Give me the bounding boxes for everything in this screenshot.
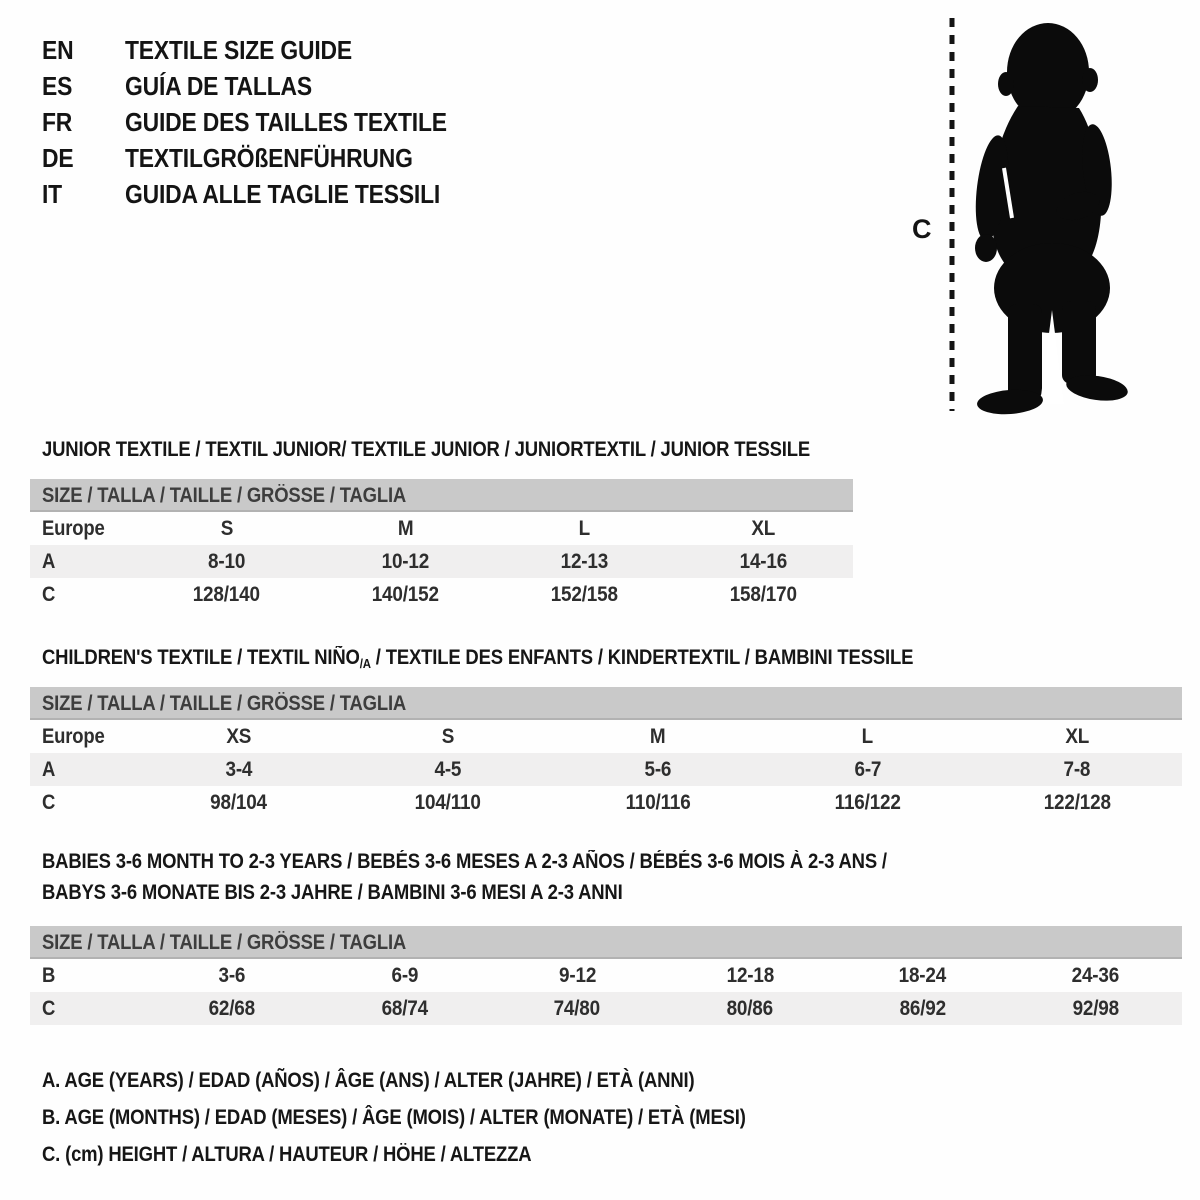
babies-section-heading: BABIES 3-6 MONTH TO 2-3 YEARS / BEBÉS 3-6 MESES A 2-3 AÑOS / BÉBÉS 3-6 MOIS À 2-3 ANS / BABYS 3-6 MONATE BIS 2-3 JAHRE / BAMBINI 3-6 MESI A 2-3 ANNI xyxy=(42,850,887,904)
legend xyxy=(42,1062,842,1173)
toddler-silhouette xyxy=(971,23,1116,400)
height-marker-label: C xyxy=(912,214,932,244)
title-de: TEXTILGRÖßENFÜHRUNG xyxy=(125,143,413,173)
title-row-en xyxy=(42,32,491,68)
title-row-fr xyxy=(42,104,491,140)
legend-line-c: C. (cm) HEIGHT / ALTURA / HAUTEUR / HÖHE / ALTEZZA xyxy=(42,1143,532,1166)
lang-code-es: ES xyxy=(42,71,73,101)
height-figure xyxy=(900,8,1170,433)
children-size-table xyxy=(30,720,1182,819)
lang-code-de: DE xyxy=(42,143,74,173)
babies-size-bar: SIZE / TALLA / TAILLE / GRÖSSE / TAGLIA xyxy=(30,926,1182,959)
babies-size-table xyxy=(30,959,1182,1025)
children-header-row: Europe XS S M L XL xyxy=(42,724,1090,748)
junior-section-heading: JUNIOR TEXTILE / TEXTIL JUNIOR/ TEXTILE JUNIOR / JUNIORTEXTIL / JUNIOR TESSILE xyxy=(42,438,811,461)
title-row-it xyxy=(42,176,491,212)
title-fr: GUIDE DES TAILLES TEXTILE xyxy=(125,107,448,137)
legend-line-a: A. AGE (YEARS) / EDAD (AÑOS) / ÂGE (ANS) / ALTER (JAHRE) / ETÀ (ANNI) xyxy=(42,1069,695,1092)
legend-line-b: B. AGE (MONTHS) / EDAD (MESES) / ÂGE (MOIS) / ALTER (MONATE) / ETÀ (MESI) xyxy=(42,1106,746,1129)
title-en: TEXTILE SIZE GUIDE xyxy=(125,35,353,65)
junior-age-row: A 8-10 10-12 12-13 14-16 xyxy=(30,545,853,578)
toddler-silhouette-svg xyxy=(900,8,1170,433)
children-size-bar: SIZE / TALLA / TAILLE / GRÖSSE / TAGLIA xyxy=(30,687,1182,720)
babies-age-row: B 3-6 6-9 9-12 12-18 18-24 24-36 xyxy=(42,963,1120,987)
junior-size-table xyxy=(30,512,853,611)
junior-size-bar: SIZE / TALLA / TAILLE / GRÖSSE / TAGLIA xyxy=(30,479,853,512)
region-label: Europe xyxy=(42,516,105,540)
lang-code-fr: FR xyxy=(42,107,73,137)
title-es: GUÍA DE TALLAS xyxy=(125,71,313,101)
children-age-row: A 3-4 4-5 5-6 6-7 7-8 xyxy=(30,753,1182,786)
lang-code-en: EN xyxy=(42,35,74,65)
nino-a-subscript: /A xyxy=(359,656,371,671)
language-title-list xyxy=(42,32,491,212)
junior-header-row: Europe S M L XL xyxy=(42,516,776,540)
region-label: Europe xyxy=(42,724,105,748)
babies-height-row: C 62/68 68/74 74/80 80/86 86/92 92/98 xyxy=(30,992,1182,1025)
title-it: GUIDA ALLE TAGLIE TESSILI xyxy=(125,179,441,209)
title-row-de xyxy=(42,140,491,176)
lang-code-it: IT xyxy=(42,179,62,209)
junior-height-row: C 128/140 140/152 152/158 158/170 xyxy=(42,582,798,606)
children-section-heading: CHILDREN'S TEXTILE / TEXTIL NIÑO/A / TEXTILE DES ENFANTS / KINDERTEXTIL / BAMBINI TESSILE xyxy=(42,646,914,671)
title-row-es xyxy=(42,68,491,104)
children-height-row: C 98/104 104/110 110/116 116/122 122/128 xyxy=(42,790,1111,814)
